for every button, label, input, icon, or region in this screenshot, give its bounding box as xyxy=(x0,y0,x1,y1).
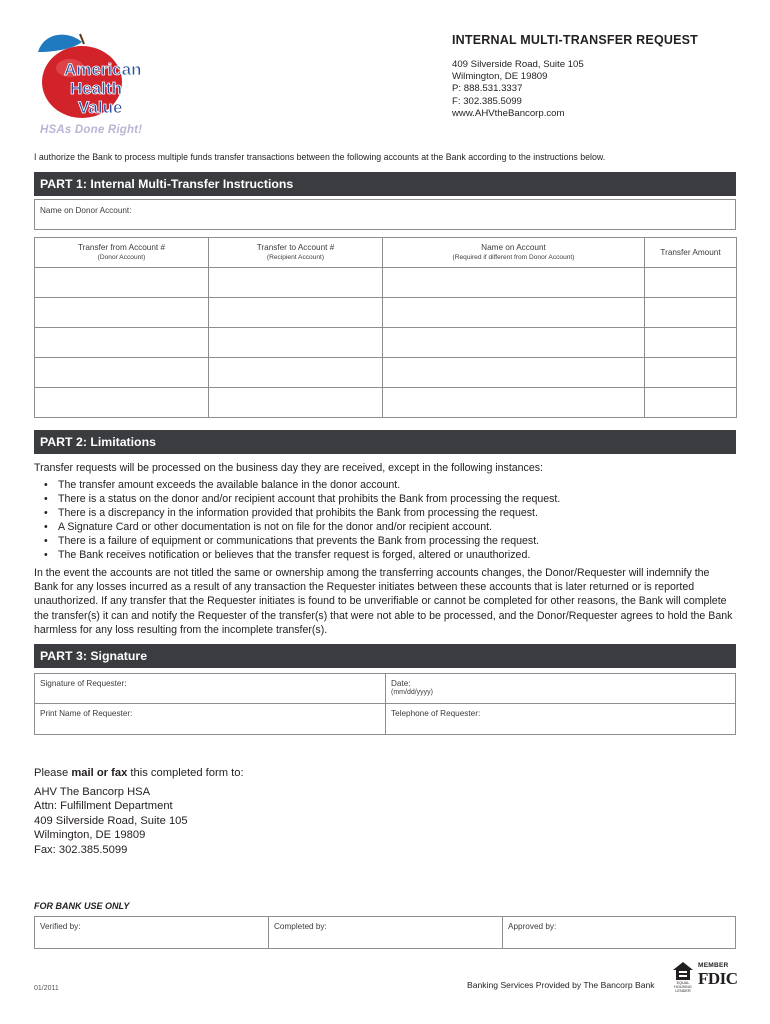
transfer-from-cell[interactable] xyxy=(35,358,209,388)
address-line: Wilmington, DE 19809 xyxy=(452,71,548,83)
transfer-from-cell[interactable] xyxy=(35,298,209,328)
transfer-to-cell[interactable] xyxy=(209,298,383,328)
list-item: • There is a failure of equipment or communications that prevents the Bank from processing the request. xyxy=(44,535,540,547)
transfer-amount-cell[interactable] xyxy=(645,358,737,388)
mailing-line: AHV The Bancorp HSA xyxy=(34,786,151,798)
name-on-account-cell[interactable] xyxy=(383,388,645,418)
apple-logo-graphic xyxy=(30,30,160,122)
list-item: • There is a discrepancy in the information provided that prohibits the Bank from processing the request. xyxy=(44,507,538,519)
print-name-field[interactable] xyxy=(35,704,386,734)
transfer-from-cell[interactable] xyxy=(35,268,209,298)
telephone-field[interactable] xyxy=(386,704,735,734)
bank-use-heading: FOR BANK USE ONLY xyxy=(34,901,130,911)
col-label: Transfer to Account # xyxy=(256,242,335,252)
mailing-line: Fax: 302.385.5099 xyxy=(34,843,128,856)
verified-by-field[interactable] xyxy=(35,917,269,948)
mailing-line: Wilmington, DE 19809 xyxy=(34,829,146,842)
date-format-hint: (mm/dd/yyyy) xyxy=(391,689,433,696)
col-name-on-account xyxy=(383,238,645,268)
transfer-table xyxy=(34,237,737,418)
limitation-text: There is a discrepancy in the information provided that prohibits the Bank from processing the request. xyxy=(58,507,538,519)
donor-name-field[interactable] xyxy=(34,199,736,230)
col-transfer-from xyxy=(35,238,209,268)
transfer-table-header xyxy=(35,238,737,268)
name-on-account-cell[interactable] xyxy=(383,358,645,388)
equal-housing-lender-logo xyxy=(672,961,694,993)
mailing-line: Attn: Fulfillment Department xyxy=(34,800,173,813)
limitation-text: The Bank receives notification or believes that the transfer request is forged, altered or unauthorized. xyxy=(58,549,531,561)
transfer-to-cell[interactable] xyxy=(209,328,383,358)
list-item: • The Bank receives notification or believes that the transfer request is forged, altered or unauthorized. xyxy=(44,549,531,561)
mailing-line: 409 Silverside Road, Suite 105 xyxy=(34,814,188,827)
company-logo xyxy=(30,30,160,142)
bank-use-box xyxy=(34,916,736,949)
table-row xyxy=(35,388,737,418)
ehl-label: EQUAL HOUSING LENDER xyxy=(674,981,692,993)
transfer-to-cell[interactable] xyxy=(209,388,383,418)
table-row xyxy=(35,268,737,298)
transfer-amount-cell[interactable] xyxy=(645,328,737,358)
limitation-text: A Signature Card or other documentation is not on file for the donor and/or recipient account. xyxy=(58,521,493,533)
approved-by-field[interactable] xyxy=(503,917,735,948)
indemnity-paragraph: In the event the accounts are not titled the same or ownership among the transferring accounts changes, the Donor/Requester will indemnify the Bank for any losses incurred as a result of any transaction the Requester initiates between these accounts that is later returned or is reported unauthorized. If any transfer that the Requester initiates is found to be unverifiable or cannot be completed for other reasons, the Bank will complete the transfer(s) it can and notify the Requester of the transfer(s) that were not able to be processed, and the Donor/Requester agrees to hold the Bank harmless for any loss resulting from the incomplete transfer(s). xyxy=(34,567,733,636)
limitation-text: There is a status on the donor and/or recipient account that prohibits the Bank from processing the request. xyxy=(58,493,561,505)
mailing-lead-post: this completed form to: xyxy=(127,767,244,779)
logo-line-3: Value xyxy=(78,98,123,117)
date-field[interactable] xyxy=(386,674,735,704)
table-row xyxy=(35,298,737,328)
completed-by-label: Completed by: xyxy=(274,922,327,931)
name-on-account-cell[interactable] xyxy=(383,268,645,298)
table-row xyxy=(35,358,737,388)
transfer-amount-cell[interactable] xyxy=(645,298,737,328)
part2-heading: PART 2: Limitations xyxy=(34,430,736,454)
signature-field[interactable] xyxy=(35,674,386,704)
completed-by-field[interactable] xyxy=(269,917,503,948)
verified-by-label: Verified by: xyxy=(40,922,81,931)
bank-address xyxy=(452,59,584,120)
house-icon xyxy=(672,961,694,981)
donor-name-label: Name on Donor Account: xyxy=(40,206,132,215)
list-item: • A Signature Card or other documentation is not on file for the donor and/or recipient account. xyxy=(44,521,493,533)
logo-line-2: Health xyxy=(70,79,122,98)
transfer-from-cell[interactable] xyxy=(35,328,209,358)
logo-tagline: HSAs Done Right! xyxy=(40,124,143,136)
signature-box xyxy=(34,673,736,735)
mailing-lead-pre: Please xyxy=(34,767,72,779)
mailing-instruction xyxy=(34,767,244,779)
name-on-account-cell[interactable] xyxy=(383,298,645,328)
form-revision-date: 01/2011 xyxy=(34,985,59,992)
fdic-text: FDIC xyxy=(698,969,738,988)
limitation-text: There is a failure of equipment or communications that prevents the Bank from processing the request. xyxy=(58,535,540,547)
approved-by-label: Approved by: xyxy=(508,922,557,931)
phone-line: P: 888.531.3337 xyxy=(452,83,523,95)
signature-label: Signature of Requester: xyxy=(40,679,127,688)
logo-line-1: American xyxy=(64,60,142,79)
website-line: www.AHVtheBancorp.com xyxy=(452,107,565,119)
fax-line: F: 302.385.5099 xyxy=(452,95,522,107)
mailing-address xyxy=(34,785,188,857)
col-label: Name on Account xyxy=(481,242,546,252)
list-item: • There is a status on the donor and/or recipient account that prohibits the Bank from processing the request. xyxy=(44,493,561,505)
part1-heading: PART 1: Internal Multi-Transfer Instructions xyxy=(34,172,736,196)
col-transfer-amount xyxy=(645,238,737,268)
col-sublabel: (Recipient Account) xyxy=(266,253,325,261)
limitations-lead: Transfer requests will be processed on the business day they are received, except in the following instances: xyxy=(34,462,543,474)
limitation-text: The transfer amount exceeds the available balance in the donor account. xyxy=(58,479,401,491)
mailing-lead-bold: mail or fax xyxy=(71,767,128,779)
print-name-label: Print Name of Requester: xyxy=(40,709,133,718)
address-line: 409 Silverside Road, Suite 105 xyxy=(452,59,584,70)
banking-services-note: Banking Services Provided by The Bancorp Bank xyxy=(467,980,655,990)
transfer-to-cell[interactable] xyxy=(209,268,383,298)
part3-heading: PART 3: Signature xyxy=(34,644,736,668)
col-sublabel: (Required if different from Donor Account) xyxy=(452,253,575,261)
telephone-label: Telephone of Requester: xyxy=(391,709,481,718)
col-label: Transfer Amount xyxy=(660,247,721,257)
transfer-from-cell[interactable] xyxy=(35,388,209,418)
name-on-account-cell[interactable] xyxy=(383,328,645,358)
list-item: • The transfer amount exceeds the available balance in the donor account. xyxy=(44,479,401,491)
form-title: INTERNAL MULTI-TRANSFER REQUEST xyxy=(452,33,699,47)
authorization-statement: I authorize the Bank to process multiple funds transfer transactions between the following accounts at the Bank according to the instructions below. xyxy=(34,152,606,162)
col-sublabel: (Donor Account) xyxy=(97,253,146,261)
transfer-amount-cell[interactable] xyxy=(645,268,737,298)
limitations-list xyxy=(44,478,560,562)
table-row xyxy=(35,328,737,358)
fdic-logo xyxy=(698,962,738,990)
transfer-amount-cell[interactable] xyxy=(645,388,737,418)
col-label: Transfer from Account # xyxy=(77,242,166,252)
col-transfer-to xyxy=(209,238,383,268)
date-label: Date: xyxy=(391,679,411,688)
transfer-to-cell[interactable] xyxy=(209,358,383,388)
fdic-member-text: MEMBER xyxy=(698,962,729,969)
